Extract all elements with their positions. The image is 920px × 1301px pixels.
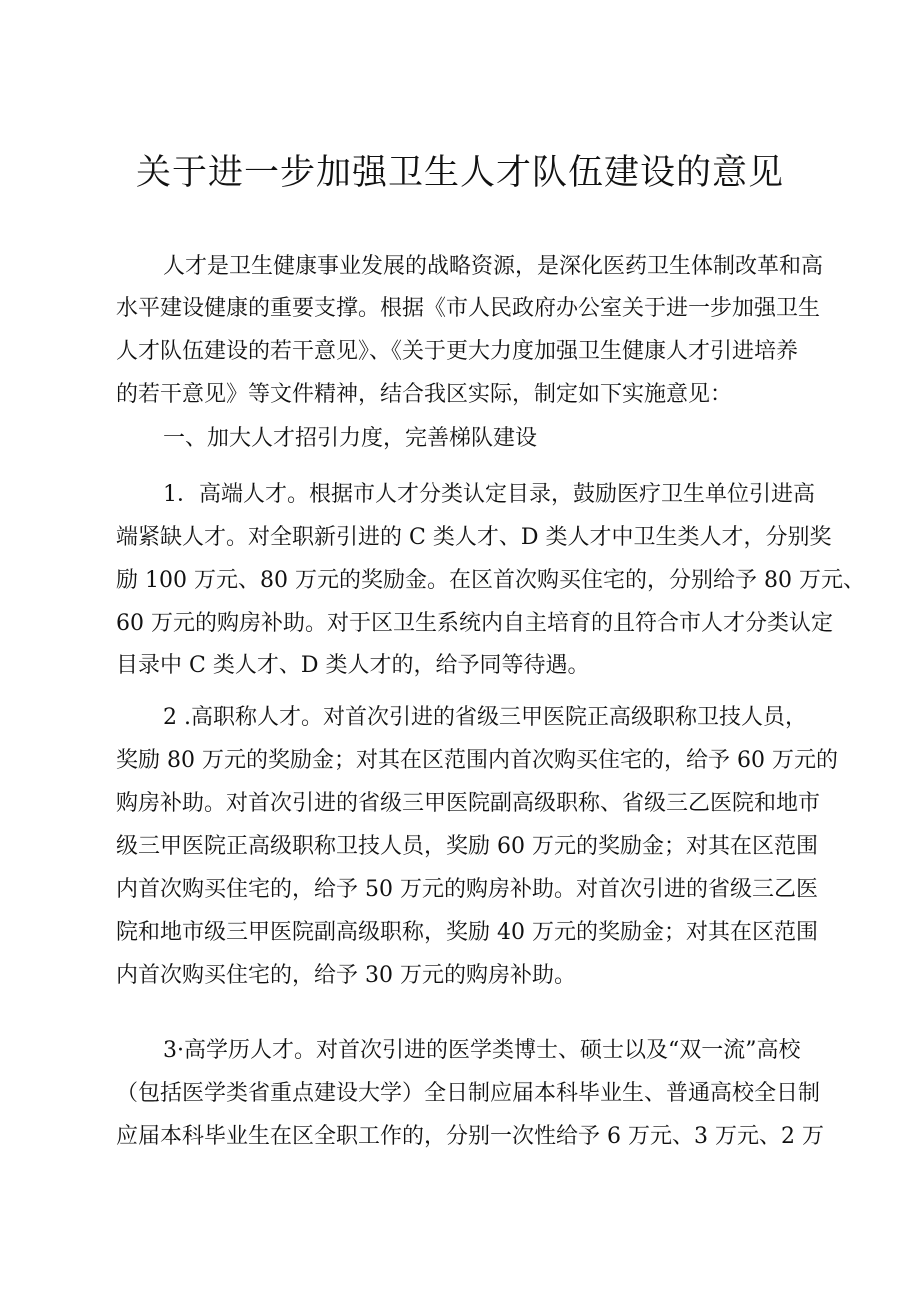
paragraph-line: 院和地市级三甲医院副高级职称，奖励 40 万元的奖励金；对其在区范围 xyxy=(116,920,818,945)
paragraph-line: 奖励 80 万元的奖励金；对其在区范围内首次购买住宅的，给予 60 万元的 xyxy=(116,748,838,773)
paragraph-line: 目录中 C 类人才、D 类人才的，给予同等待遇。 xyxy=(116,653,590,678)
paragraph-line: 内首次购买住宅的，给予 30 万元的购房补助。 xyxy=(116,963,576,988)
section-heading: 一、加大人才招引力度，完善梯队建设 xyxy=(163,426,538,451)
paragraph-line: 级三甲医院正高级职称卫技人员，奖励 60 万元的奖励金；对其在区范围 xyxy=(116,834,818,859)
paragraph-line: 内首次购买住宅的，给予 50 万元的购房补助。对首次引进的省级三乙医 xyxy=(116,877,818,902)
paragraph-line: 应届本科毕业生在区全职工作的，分别一次性给予 6 万元、3 万元、2 万 xyxy=(116,1124,824,1149)
paragraph-line: 1．高端人才。根据市人才分类认定目录，鼓励医疗卫生单位引进高 xyxy=(163,482,815,507)
paragraph-line: 人才队伍建设的若干意见》、《关于更大力度加强卫生健康人才引进培养 xyxy=(116,339,799,364)
paragraph-line: 购房补助。对首次引进的省级三甲医院副高级职称、省级三乙医院和地市 xyxy=(116,791,821,816)
paragraph-line: 3·高学历人才。对首次引进的医学类博士、硕士以及“双一流”高校 xyxy=(163,1038,801,1063)
paragraph-line: 水平建设健康的重要支撑。根据《市人民政府办公室关于进一步加强卫生 xyxy=(116,296,821,321)
paragraph-line: 端紧缺人才。对全职新引进的 C 类人才、D 类人才中卫生类人才，分别奖 xyxy=(116,525,832,550)
document-title: 关于进一步加强卫生人才队伍建设的意见 xyxy=(135,153,784,193)
paragraph-line: 的若干意见》等文件精神，结合我区实际，制定如下实施意见： xyxy=(116,382,733,407)
paragraph-line: 励 100 万元、80 万元的奖励金。在区首次购买住宅的，分别给予 80 万元、 xyxy=(116,568,865,593)
paragraph-line: 2 .高职称人才。对首次引进的省级三甲医院正高级职称卫技人员， xyxy=(163,705,807,730)
paragraph-line: （包括医学类省重点建设大学）全日制应届本科毕业生、普通高校全日制 xyxy=(116,1081,821,1106)
paragraph-line: 人才是卫生健康事业发展的战略资源，是深化医药卫生体制改革和高 xyxy=(163,254,824,279)
paragraph-line: 60 万元的购房补助。对于区卫生系统内自主培育的且符合市人才分类认定 xyxy=(116,611,833,636)
